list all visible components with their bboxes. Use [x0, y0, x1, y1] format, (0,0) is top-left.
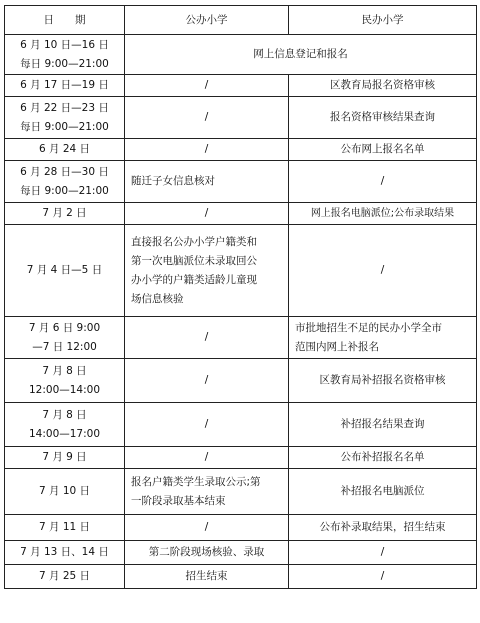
- date-cell: [5, 225, 125, 317]
- date-line: 每日 9:00—21:00: [20, 57, 109, 70]
- table-row: [5, 317, 477, 359]
- date-cell: [5, 139, 125, 161]
- public-school-cell: /: [125, 447, 289, 469]
- public-school-cell: /: [125, 359, 289, 403]
- date-line: 7 月 11 日: [38, 521, 91, 533]
- private-school-cell: /: [289, 541, 477, 565]
- table-row: [5, 403, 477, 447]
- table-row: [5, 541, 477, 565]
- date-line: 6 月 17 日—19 日: [20, 79, 109, 91]
- public-school-cell: 招生结束: [125, 565, 289, 589]
- public-school-cell: [125, 225, 289, 317]
- date-cell: [5, 403, 125, 447]
- date-line: 7 月 8 日: [42, 408, 87, 421]
- public-school-cell: /: [125, 403, 289, 447]
- header-public-school: 公办小学: [125, 6, 289, 35]
- public-school-cell: /: [125, 515, 289, 541]
- private-school-cell: 报名资格审核结果查询: [289, 97, 477, 139]
- date-cell: [5, 161, 125, 203]
- merged-event-cell: 网上信息登记和报名: [125, 35, 477, 75]
- date-line: 7 月 6 日 9:00: [28, 321, 101, 334]
- private-school-cell: 补招报名电脑派位: [289, 469, 477, 515]
- cell-text-line: 场信息核验: [131, 292, 184, 305]
- date-line: 7 月 13 日、14 日: [20, 546, 109, 558]
- date-line: 每日 9:00—21:00: [20, 184, 109, 197]
- date-line: 6 月 22 日—23 日: [20, 101, 109, 114]
- public-school-cell: /: [125, 97, 289, 139]
- date-line: 6 月 24 日: [38, 143, 91, 155]
- date-cell: [5, 565, 125, 589]
- table-row: [5, 75, 477, 97]
- private-school-cell: 区教育局报名资格审核: [289, 75, 477, 97]
- date-cell: [5, 359, 125, 403]
- date-cell: [5, 515, 125, 541]
- cell-text-line: 报名户籍类学生录取公示;第: [131, 475, 261, 488]
- header-private-school: 民办小学: [289, 6, 477, 35]
- date-cell: [5, 75, 125, 97]
- date-cell: [5, 35, 125, 75]
- table-row: [5, 469, 477, 515]
- cell-text-line: 范围内网上补报名: [295, 340, 379, 353]
- private-school-cell: 公布网上报名名单: [289, 139, 477, 161]
- date-line: —7 日 12:00: [32, 340, 97, 353]
- table-row: [5, 203, 477, 225]
- date-line: 14:00—17:00: [28, 427, 101, 440]
- table-row: [5, 161, 477, 203]
- date-cell: [5, 317, 125, 359]
- date-line: 7 月 2 日: [42, 207, 87, 219]
- date-cell: [5, 541, 125, 565]
- table-row: [5, 225, 477, 317]
- table-header-row: [5, 6, 477, 35]
- cell-text-line: 第一次电脑派位未录取回公: [131, 254, 257, 267]
- private-school-cell: 公布补录取结果，招生结束: [289, 515, 477, 541]
- date-line: 7 月 4 日—5 日: [26, 264, 103, 276]
- public-school-cell: 第二阶段现场核验、录取: [125, 541, 289, 565]
- private-school-cell: 网上报名电脑派位;公布录取结果: [289, 203, 477, 225]
- public-school-cell: /: [125, 75, 289, 97]
- public-school-cell: 随迁子女信息核对: [125, 161, 289, 203]
- date-line: 7 月 8 日: [42, 364, 87, 377]
- date-line: 12:00—14:00: [28, 383, 101, 396]
- table-row: [5, 515, 477, 541]
- schedule-sheet: [4, 5, 476, 589]
- public-school-cell: /: [125, 139, 289, 161]
- cell-text-line: 市批地招生不足的民办小学全市: [295, 321, 442, 334]
- header-date: 日 期: [5, 6, 125, 35]
- private-school-cell: 公布补招报名名单: [289, 447, 477, 469]
- date-line: 6 月 28 日—30 日: [20, 165, 109, 178]
- enrollment-schedule-table: [4, 5, 477, 589]
- public-school-cell: /: [125, 203, 289, 225]
- table-row: [5, 359, 477, 403]
- date-line: 7 月 9 日: [42, 451, 87, 463]
- table-row: [5, 139, 477, 161]
- table-row: [5, 447, 477, 469]
- private-school-cell: /: [289, 161, 477, 203]
- date-cell: [5, 447, 125, 469]
- cell-text-line: 一阶段录取基本结束: [131, 494, 226, 507]
- date-cell: [5, 469, 125, 515]
- public-school-cell: /: [125, 317, 289, 359]
- date-cell: [5, 203, 125, 225]
- cell-text-line: 直接报名公办小学户籍类和: [131, 235, 257, 248]
- private-school-cell: /: [289, 225, 477, 317]
- private-school-cell: 补招报名结果查询: [289, 403, 477, 447]
- date-line: 每日 9:00—21:00: [20, 120, 109, 133]
- table-row: [5, 97, 477, 139]
- private-school-cell: /: [289, 565, 477, 589]
- date-line: 7 月 25 日: [38, 570, 91, 582]
- date-line: 7 月 10 日: [38, 485, 91, 497]
- private-school-cell: [289, 317, 477, 359]
- date-line: 6 月 10 日—16 日: [20, 38, 109, 51]
- private-school-cell: 区教育局补招报名资格审核: [289, 359, 477, 403]
- date-cell: [5, 97, 125, 139]
- table-row: [5, 35, 477, 75]
- table-row: [5, 565, 477, 589]
- public-school-cell: [125, 469, 289, 515]
- cell-text-line: 办小学的户籍类适龄儿童现: [131, 273, 257, 286]
